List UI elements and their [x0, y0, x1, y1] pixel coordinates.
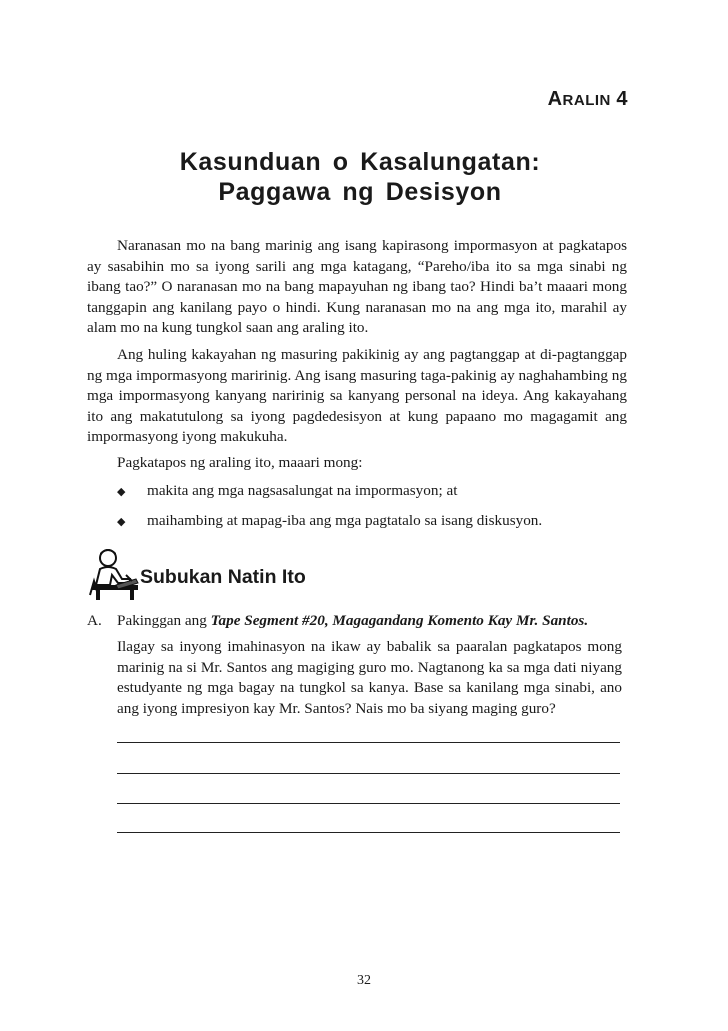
title-line-1: Kasunduan o Kasalungatan:: [179, 148, 541, 176]
page-title: [90, 147, 630, 207]
section-header: [86, 545, 486, 605]
answer-line[interactable]: [117, 832, 620, 833]
lesson-tag-initial: A: [547, 88, 563, 110]
student-writing-icon: [86, 545, 142, 601]
list-item: [117, 512, 637, 542]
objectives-list: [117, 482, 637, 542]
lesson-tag: [548, 88, 628, 111]
page-number: 32: [357, 973, 371, 988]
answer-line[interactable]: [117, 803, 620, 804]
list-item: [117, 482, 637, 512]
lesson-number: 4: [616, 88, 628, 110]
item-a-prompt: Ilagay sa inyong imahinasyon na ikaw ay babalik sa paaralan pagkatapos mong marinig na si Mr. Santos ang magiging guro mo. Nagtanong ka sa mga dati niyang estudyante ng mga bagay na tungkol sa kanya. Base sa kanilang mga sinabi, ano ang iyong impresiyon kay Mr. Santos? Nais mo ba siyang maging guro?: [117, 638, 622, 717]
list-item-text: makita ang mga nagsasalungat na impormasyon; at: [147, 482, 458, 499]
answer-line[interactable]: [117, 773, 620, 774]
title-line-2: Paggawa ng Desisyon: [218, 178, 502, 206]
answer-line[interactable]: [117, 742, 620, 743]
tape-segment-title: Tape Segment #20, Magagandang Komento Kay Mr. Santos.: [210, 612, 589, 629]
diamond-bullet-icon: ◆: [117, 516, 126, 528]
skill-paragraph: Ang huling kakayahan ng masuring pakikinig ay ang pagtanggap at di-pagtanggap ng mga impormasyong maririnig. Ang isang masuring taga-pakinig ay naghahambing ng mga impormasyong kanyang naririnig sa kanyang personal na ideya. Ang kakayahang ito ang makatutulong sa iyong pagdedesisyon at kung papaano mo magagamit ang impormasyong iyong makukuha.: [87, 346, 627, 445]
item-a-header: [87, 611, 632, 632]
item-instruction: [117, 611, 588, 632]
section-title: Subukan Natin Ito: [140, 566, 306, 588]
list-item-text: maihambing at mapag-iba ang mga pagtatalo sa isang diskusyon.: [147, 512, 543, 529]
item-letter: A.: [87, 612, 102, 629]
diamond-bullet-icon: ◆: [117, 486, 126, 498]
lesson-tag-word: RALIN: [562, 92, 611, 109]
intro-paragraph: Naranasan mo na bang marinig ang isang kapirasong impormasyon at pagkatapos ay sasabihin mo sa iyong sarili ang mga katagang, “Pareho/iba ito sa mga sinabi ng ibang tao?” O naranasan mo na bang mapayuhan ng ibang tao? Hindi ba’t maaari mong tanggapin ang kanilang payo o hindi. Kung naranasan mo na ang mga ito, marahil ay alam mo na kung tungkol saan ang araling ito.: [87, 237, 627, 336]
item-instruction-prefix: Pakinggan ang: [117, 612, 211, 629]
objectives-lead: Pagkatapos ng araling ito, maaari mong:: [117, 454, 363, 471]
